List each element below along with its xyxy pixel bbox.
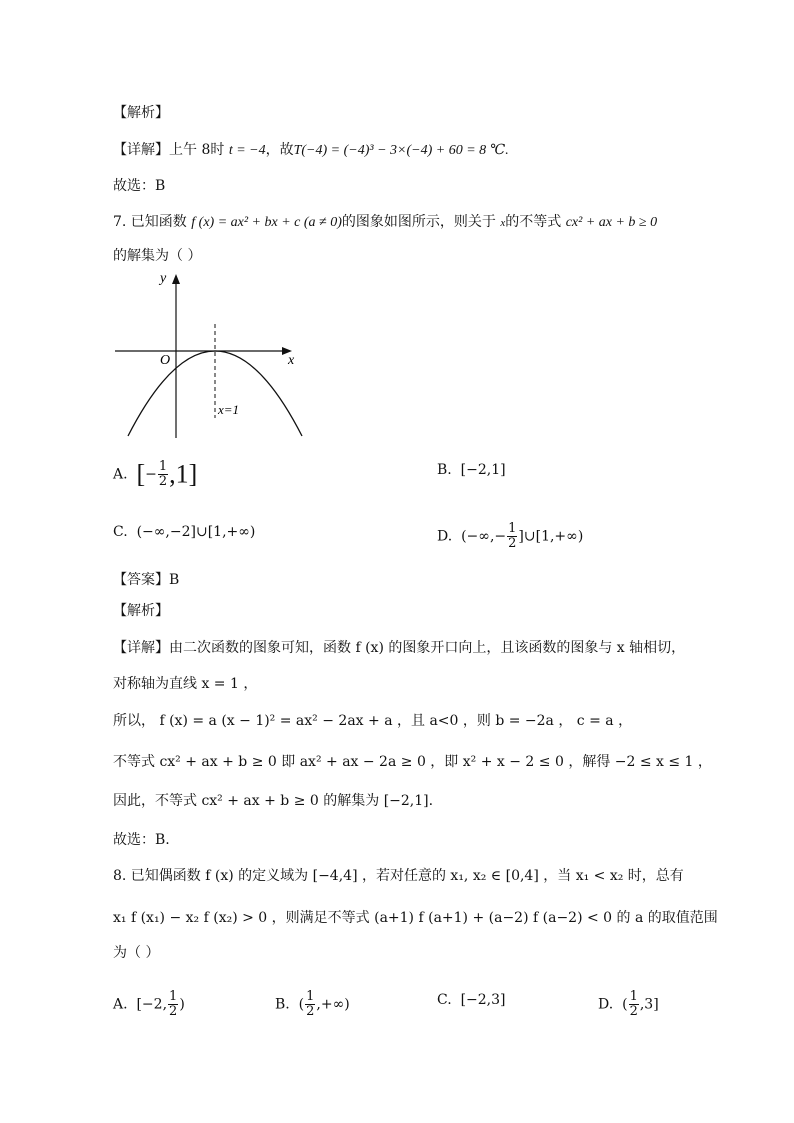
- q8-option-b-fraction: $\frac{1}{2}$: [306, 989, 315, 1019]
- q7-option-b[interactable]: [437, 460, 506, 480]
- q7-option-d-label: D.: [437, 528, 453, 545]
- q8-option-b-right: ,+∞): [316, 996, 350, 1013]
- q7-function: f (x) = ax² + bx + c (a ≠ 0): [191, 215, 342, 230]
- q7-option-d-fraction: $\frac{1}{2}$: [508, 521, 517, 551]
- q7-option-b-value: [−2,1]: [460, 462, 506, 478]
- q7-stem-c: 的不等式: [505, 214, 562, 230]
- y-axis-arrow-icon: [172, 274, 180, 284]
- q7-answer: 【答案】B: [113, 572, 180, 588]
- q7-option-d-right: ]∪[1,+∞): [518, 528, 584, 545]
- detail-line: [113, 140, 509, 161]
- detail-text: 上午 8时: [169, 142, 225, 158]
- detail-formula: T(−4) = (−4)³ − 3×(−4) + 60 = 8 ℃.: [293, 143, 509, 158]
- detail-tag: 【详解】: [113, 142, 169, 158]
- q7-detail-line5: 因此，不等式 cx² + ax + b ≥ 0 的解集为 [−2,1].: [113, 793, 434, 809]
- q8-stem-line3: 为（ ）: [113, 945, 160, 961]
- q7-option-d[interactable]: [437, 522, 583, 551]
- q7-option-c-value: (−∞,−2]∪[1,+∞): [136, 524, 256, 540]
- q7-detail-line3: 所以， f (x) = a (x − 1)² = ax² − 2ax + a ，且 a<0 ，则 b = −2a ， c = a ，: [113, 713, 633, 729]
- q7-option-a-label: A.: [113, 466, 128, 483]
- q7-detail-line4: 不等式 cx² + ax + b ≥ 0 即 ax² + ax − 2a ≥ 0 ，即 x² + x − 2 ≤ 0 ，解得 −2 ≤ x ≤ 1 ，: [113, 754, 712, 770]
- q7-stem-a: 7. 已知函数: [113, 214, 187, 230]
- q8-option-a[interactable]: [113, 990, 185, 1019]
- analysis-heading: 【解析】: [113, 105, 169, 121]
- y-label: y: [160, 271, 167, 286]
- q7-option-d-left: (−∞,−: [461, 528, 507, 545]
- parabola-graph: [110, 268, 310, 440]
- q7-var-x: x: [500, 217, 506, 229]
- q7-inequality: cx² + ax + b ≥ 0: [565, 215, 658, 230]
- q8-option-c-value: [−2,3]: [460, 992, 506, 1008]
- q8-option-c-label: C.: [437, 992, 452, 1008]
- answer-choice: 故选：B: [113, 178, 166, 194]
- q7-option-a-minus: −: [145, 466, 157, 483]
- q7-detail-tag: 【详解】: [113, 640, 169, 656]
- q7-stem-line2: 的解集为（ ）: [113, 248, 202, 264]
- q7-option-a-right: ,1]: [169, 459, 198, 489]
- q8-option-a-fraction: $\frac{1}{2}$: [169, 989, 178, 1019]
- q8-option-c[interactable]: [437, 990, 506, 1010]
- q8-option-d-right: ,3]: [639, 996, 659, 1013]
- q7-detail-text1: 由二次函数的图象可知，函数 f (x) 的图象开口向上，且该函数的图象与 x 轴相切，: [169, 640, 686, 656]
- q8-option-b[interactable]: [275, 990, 350, 1019]
- q7-option-a-fraction: $\frac{1}{2}$: [158, 459, 168, 489]
- q7-stem-b: 的图象如图所示，则关于: [341, 214, 496, 230]
- parabola-curve: [128, 351, 302, 436]
- q7-stem-line1: [113, 212, 657, 233]
- q7-detail-line1: [113, 638, 685, 658]
- q8-option-a-label: A.: [113, 996, 128, 1013]
- q8-option-a-left: [−2,: [136, 996, 168, 1013]
- q8-option-b-label: B.: [275, 996, 290, 1013]
- q7-detail-line2: 对称轴为直线 x = 1 ，: [113, 676, 258, 692]
- q7-option-a[interactable]: [113, 460, 197, 489]
- q8-stem-line2: x₁ f (x₁) − x₂ f (x₂) > 0 ，则满足不等式 (a+1) f (a+1) + (a−2) f (a−2) < 0 的 a 的取值范围: [113, 910, 718, 926]
- origin-label: O: [160, 353, 171, 368]
- symmetry-axis-label: x=1: [218, 402, 240, 417]
- detail-eq: t = −4: [228, 143, 266, 158]
- q8-option-d[interactable]: [598, 990, 659, 1019]
- q7-option-c[interactable]: [113, 522, 255, 542]
- q8-option-d-label: D.: [598, 996, 614, 1013]
- q8-option-d-left: (: [622, 996, 628, 1013]
- q8-stem-line1: 8. 已知偶函数 f (x) 的定义域为 [−4,4] ，若对任意的 x₁, x₂ ∈ [0,4] ，当 x₁ < x₂ 时，总有: [113, 868, 684, 884]
- detail-comma: ，故: [265, 142, 294, 158]
- q7-option-b-label: B.: [437, 462, 452, 478]
- q7-option-c-label: C.: [113, 524, 128, 540]
- q7-choice: 故选：B.: [113, 832, 170, 848]
- q7-analysis-heading: 【解析】: [113, 603, 169, 619]
- q8-option-b-left: (: [298, 996, 305, 1013]
- q8-option-a-right: ): [179, 996, 185, 1013]
- x-label: x: [288, 353, 295, 368]
- q7-option-a-left: [: [136, 459, 146, 489]
- q8-option-d-fraction: $\frac{1}{2}$: [629, 989, 638, 1019]
